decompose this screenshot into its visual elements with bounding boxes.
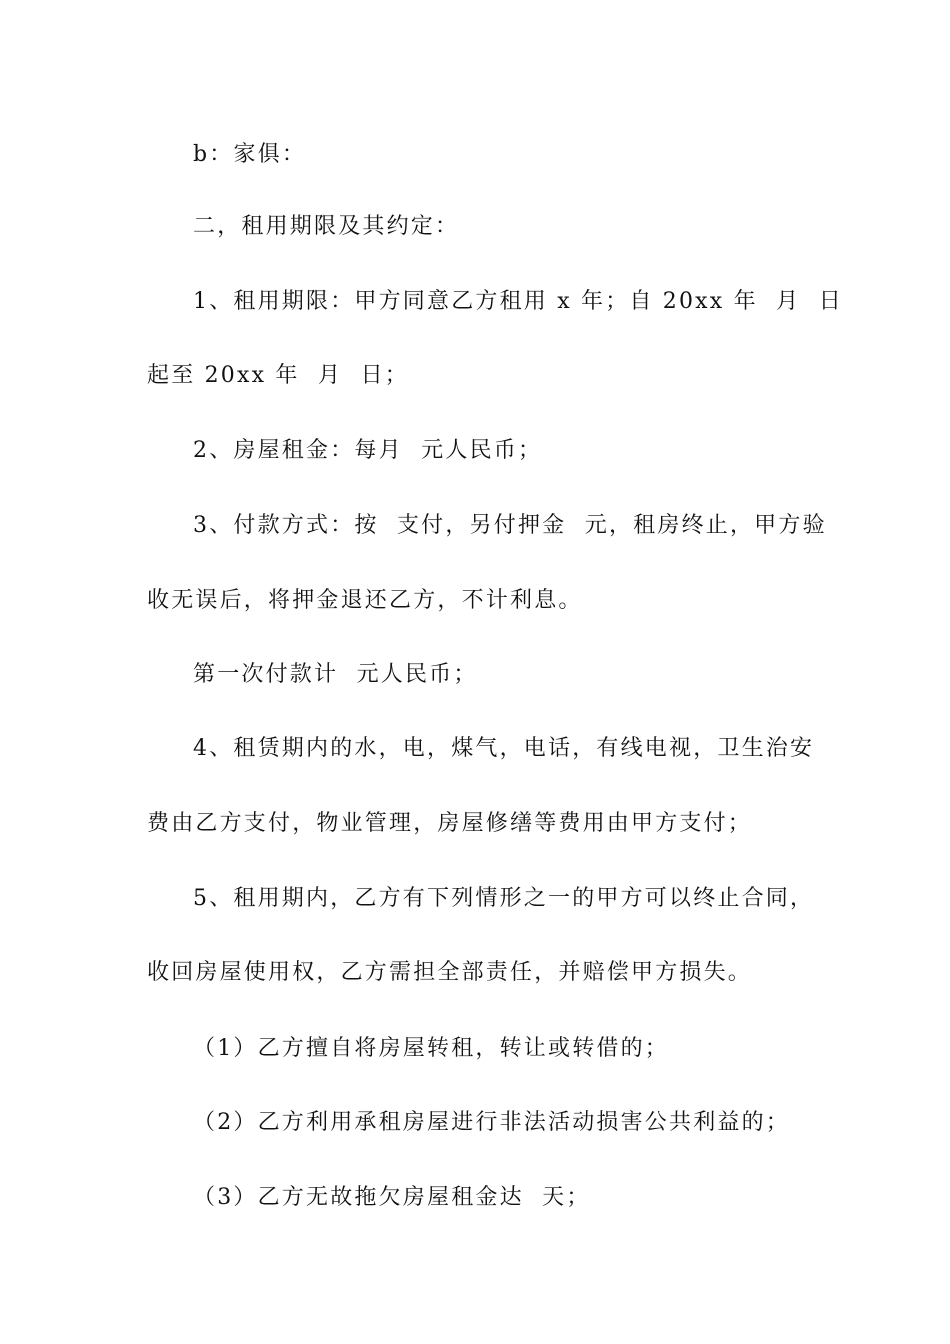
clause-5-continuation: 收回房屋使用权，乙方需担全部责任，并赔偿甲方损失。	[147, 960, 753, 985]
clause-5-termination: 5、租用期内，乙方有下列情形之一的甲方可以终止合同，	[193, 886, 815, 911]
clause-3-payment: 3、付款方式：按 支付，另付押金 元，租房终止，甲方验	[193, 513, 827, 538]
clause-4-utilities: 4、租赁期内的水，电，煤气，电话，有线电视，卫生治安	[193, 736, 815, 761]
section-two-heading: 二，租用期限及其约定：	[193, 214, 460, 239]
sub-clause-1: （1）乙方擅自将房屋转租，转让或转借的；	[193, 1036, 669, 1061]
first-payment-line: 第一次付款计 元人民币；	[193, 662, 478, 687]
clause-1-lease-term: 1、租用期限：甲方同意乙方租用 x 年；自 20xx 年 月 日	[193, 289, 843, 314]
clause-4-continuation: 费由乙方支付，物业管理，房屋修缮等费用由甲方支付；	[147, 811, 753, 836]
furniture-item-line: b：家俱：	[193, 142, 307, 167]
clause-2-rent: 2、房屋租金：每月 元人民币；	[193, 438, 543, 463]
sub-clause-3: （3）乙方无故拖欠房屋租金达 天；	[193, 1185, 591, 1210]
clause-3-continuation: 收无误后，将押金退还乙方，不计利息。	[147, 588, 583, 613]
sub-clause-2: （2）乙方利用承租房屋进行非法活动损害公共利益的；	[193, 1110, 790, 1135]
clause-1-continuation: 起至 20xx 年 月 日；	[147, 363, 409, 388]
